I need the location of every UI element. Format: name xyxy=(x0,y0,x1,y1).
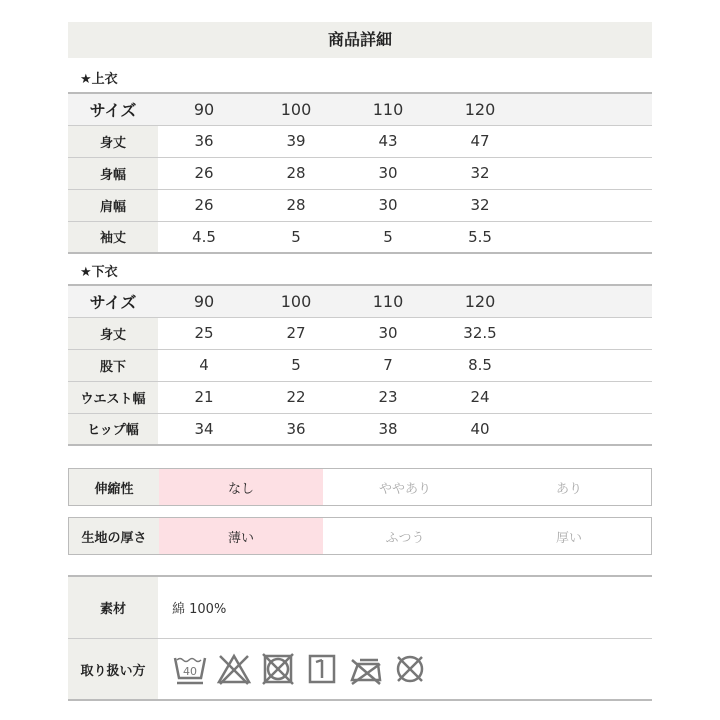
cell-value: 36 xyxy=(250,413,342,445)
no-iron-icon xyxy=(348,652,384,686)
cell-value: 39 xyxy=(250,125,342,157)
svg-text:40: 40 xyxy=(183,665,197,678)
cell-value: 110 xyxy=(342,93,434,125)
table-row xyxy=(68,381,652,413)
thickness-row xyxy=(68,517,652,555)
no-tumble-dry-icon xyxy=(260,652,296,686)
cell-value: 4.5 xyxy=(158,221,250,253)
tops-size-table xyxy=(68,92,652,254)
cell-value: 43 xyxy=(342,125,434,157)
row-label: ヒップ幅 xyxy=(68,413,158,445)
row-label: 身丈 xyxy=(68,317,158,349)
cell-value: 90 xyxy=(158,93,250,125)
cell-value: 100 xyxy=(250,285,342,317)
material-value: 綿 100% xyxy=(172,602,227,617)
cell-value: 32.5 xyxy=(434,317,526,349)
table-row xyxy=(68,221,652,253)
cell-value: 5 xyxy=(250,349,342,381)
cell-value: 34 xyxy=(158,413,250,445)
spacer xyxy=(526,317,652,349)
row-label: ウエスト幅 xyxy=(68,381,158,413)
cell-value: 47 xyxy=(434,125,526,157)
care-icons xyxy=(158,639,428,699)
cell-value: 27 xyxy=(250,317,342,349)
table-row xyxy=(68,317,652,349)
table-row xyxy=(68,157,652,189)
spacer xyxy=(526,285,652,317)
no-bleach-icon xyxy=(216,652,252,686)
cell-value: 100 xyxy=(250,93,342,125)
spacer xyxy=(526,381,652,413)
table-row xyxy=(68,413,652,445)
material-label: 素材 xyxy=(68,577,158,638)
row-label: 肩幅 xyxy=(68,189,158,221)
cell-value: 8.5 xyxy=(434,349,526,381)
row-label: 股下 xyxy=(68,349,158,381)
spacer xyxy=(526,125,652,157)
cell-value: 30 xyxy=(342,157,434,189)
row-label: サイズ xyxy=(68,285,158,317)
cell-value: 26 xyxy=(158,157,250,189)
cell-value: 120 xyxy=(434,285,526,317)
cell-value: 28 xyxy=(250,157,342,189)
spacer xyxy=(526,93,652,125)
cell-value: 110 xyxy=(342,285,434,317)
cell-value: 21 xyxy=(158,381,250,413)
spacer xyxy=(526,221,652,253)
row-label: 身丈 xyxy=(68,125,158,157)
cell-value: 5 xyxy=(342,221,434,253)
size-header-row xyxy=(68,93,652,125)
cell-value: 5.5 xyxy=(434,221,526,253)
size-header-row xyxy=(68,285,652,317)
spacer xyxy=(526,157,652,189)
cell-value: 22 xyxy=(250,381,342,413)
cell-value: 30 xyxy=(342,189,434,221)
cell-value: 26 xyxy=(158,189,250,221)
stretch-option: なし xyxy=(159,469,323,505)
thickness-option: 薄い xyxy=(159,518,323,554)
cell-value: 24 xyxy=(434,381,526,413)
thickness-label: 生地の厚さ xyxy=(69,518,159,554)
page-title: 商品詳細 xyxy=(68,22,652,58)
spacer xyxy=(526,413,652,445)
cell-value: 5 xyxy=(250,221,342,253)
cell-value: 40 xyxy=(434,413,526,445)
wash-40-icon xyxy=(172,652,208,686)
table-row xyxy=(68,125,652,157)
cell-value: 28 xyxy=(250,189,342,221)
table-row xyxy=(68,189,652,221)
material-table xyxy=(68,575,652,701)
cell-value: 90 xyxy=(158,285,250,317)
spacer xyxy=(526,349,652,381)
cell-value: 38 xyxy=(342,413,434,445)
stretch-label: 伸縮性 xyxy=(69,469,159,505)
thickness-option: 厚い xyxy=(555,530,582,546)
bottoms-heading: ★下衣 xyxy=(80,265,118,280)
stretch-row xyxy=(68,468,652,506)
row-label: 袖丈 xyxy=(68,221,158,253)
cell-value: 7 xyxy=(342,349,434,381)
row-label: サイズ xyxy=(68,93,158,125)
cell-value: 32 xyxy=(434,189,526,221)
spacer xyxy=(526,189,652,221)
cell-value: 25 xyxy=(158,317,250,349)
drip-dry-icon xyxy=(304,652,340,686)
thickness-option: ふつう xyxy=(385,530,425,546)
row-label: 身幅 xyxy=(68,157,158,189)
care-label: 取り扱い方 xyxy=(68,639,158,699)
bottoms-size-table xyxy=(68,284,652,446)
tops-heading: ★上衣 xyxy=(80,72,118,87)
stretch-option: あり xyxy=(555,481,582,497)
cell-value: 4 xyxy=(158,349,250,381)
cell-value: 36 xyxy=(158,125,250,157)
cell-value: 30 xyxy=(342,317,434,349)
stretch-option: ややあり xyxy=(378,481,431,497)
cell-value: 32 xyxy=(434,157,526,189)
cell-value: 120 xyxy=(434,93,526,125)
no-dry-clean-icon xyxy=(392,652,428,686)
cell-value: 23 xyxy=(342,381,434,413)
table-row xyxy=(68,349,652,381)
